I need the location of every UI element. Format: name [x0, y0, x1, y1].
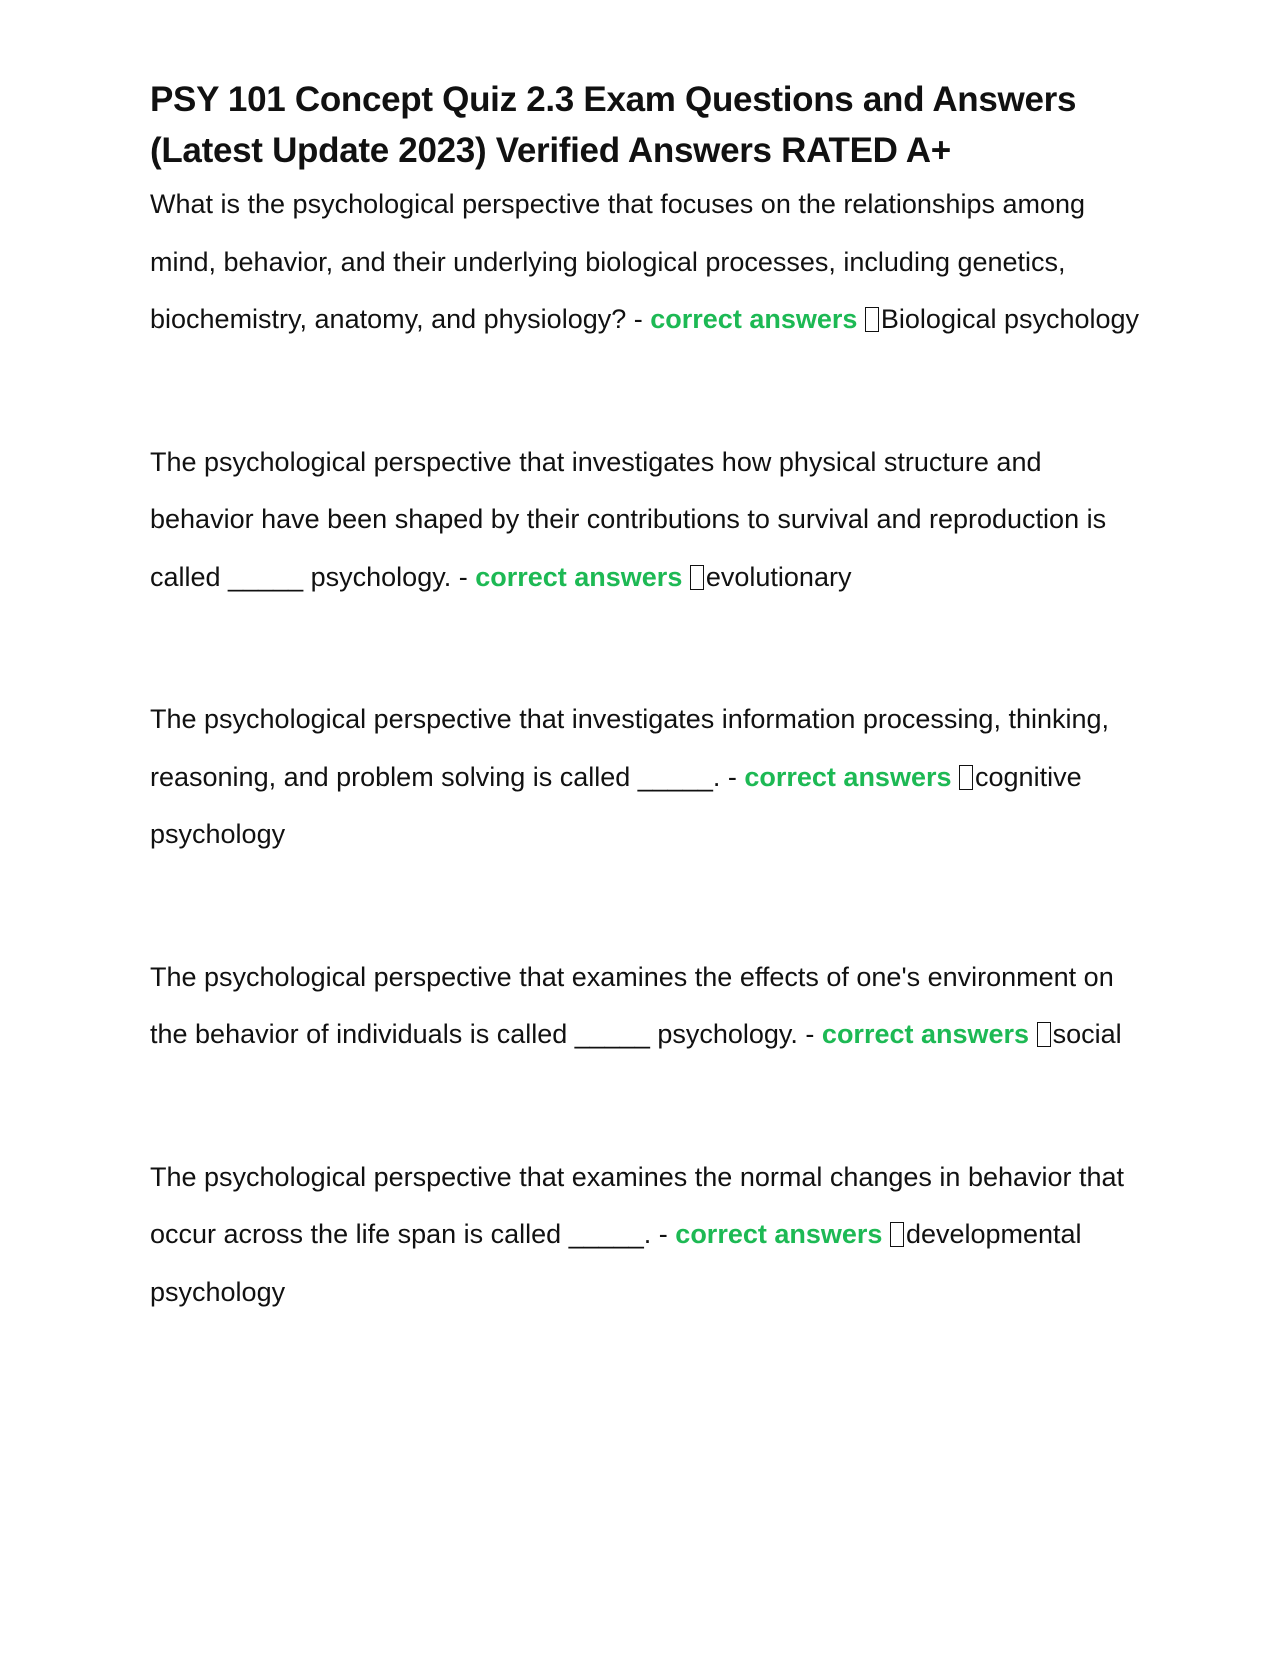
- missing-glyph-icon: [690, 565, 704, 590]
- missing-glyph-icon: [890, 1222, 904, 1247]
- missing-glyph-icon: [865, 307, 879, 332]
- answer-tag: correct answers: [475, 561, 683, 592]
- answer-text: evolutionary: [705, 561, 852, 592]
- answer-text: Biological psychology: [880, 304, 1140, 334]
- question-text: The psychological perspective that examines the normal changes in behavior that occur across the life span is called _____. -: [150, 1161, 1125, 1249]
- qa-item-2: [150, 434, 1150, 607]
- missing-glyph-icon: [1037, 1022, 1051, 1047]
- question-text: What is the psychological perspective that focuses on the relationships among mind, behavior, and their underlying biological processes, including genetics, biochemistry, anatomy, and physiology? -: [150, 189, 1086, 334]
- qa-item-5: [150, 1149, 1150, 1322]
- answer-tag: correct answers: [744, 761, 952, 792]
- answer-tag: correct answers: [650, 304, 858, 334]
- answer-text: cognitive psychology: [150, 761, 1082, 849]
- document-title: PSY 101 Concept Quiz 2.3 Exam Questions and Answers (Latest Update 2023) Verified Answers RATED A+: [150, 80, 1077, 170]
- answer-text: developmental psychology: [150, 1219, 1082, 1307]
- answer-text: social: [1052, 1019, 1122, 1049]
- qa-item-3: [150, 691, 1150, 864]
- answer-tag: correct answers: [675, 1219, 883, 1249]
- qa-item-1: [150, 176, 1150, 349]
- missing-glyph-icon: [959, 765, 973, 790]
- qa-item-4: [150, 949, 1150, 1064]
- question-text: The psychological perspective that examines the effects of one's environment on the behavior of individuals is called _____ psychology. -: [150, 961, 1114, 1049]
- answer-tag: correct answers: [821, 1019, 1030, 1049]
- question-text: The psychological perspective that investigates how physical structure and behavior have been shaped by their contributions to survival and reproduction is called _____ psychology. -: [150, 446, 1107, 592]
- question-text: The psychological perspective that investigates information processing, thinking, reasoning, and problem solving is called _____. -: [150, 704, 1110, 792]
- document-page: [150, 74, 1150, 1321]
